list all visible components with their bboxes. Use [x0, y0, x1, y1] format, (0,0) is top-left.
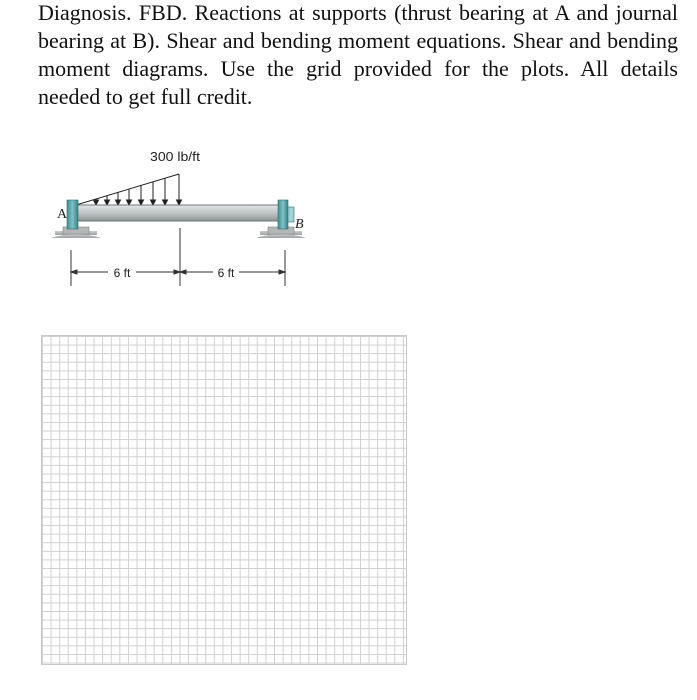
triangular-distributed-load — [76, 174, 182, 205]
dimension-lines — [71, 228, 285, 286]
support-a-label: A — [57, 207, 68, 222]
problem-statement: Diagnosis. FBD. Reactions at supports (thrust bearing at A and journal bearing at B). Shear and bending moment equations. Shear and bending moment diagrams. Use the grid provided for the plots. All details needed to get full credit. — [38, 0, 678, 109]
dimension-label-left: 6 ft — [113, 266, 131, 280]
support-b-label: B — [295, 217, 304, 232]
beam — [76, 205, 282, 221]
plot-grid — [41, 335, 407, 665]
load-intensity-label: 300 lb/ft — [150, 149, 201, 164]
beam-diagram — [0, 0, 697, 330]
dimension-label-right: 6 ft — [217, 266, 235, 280]
